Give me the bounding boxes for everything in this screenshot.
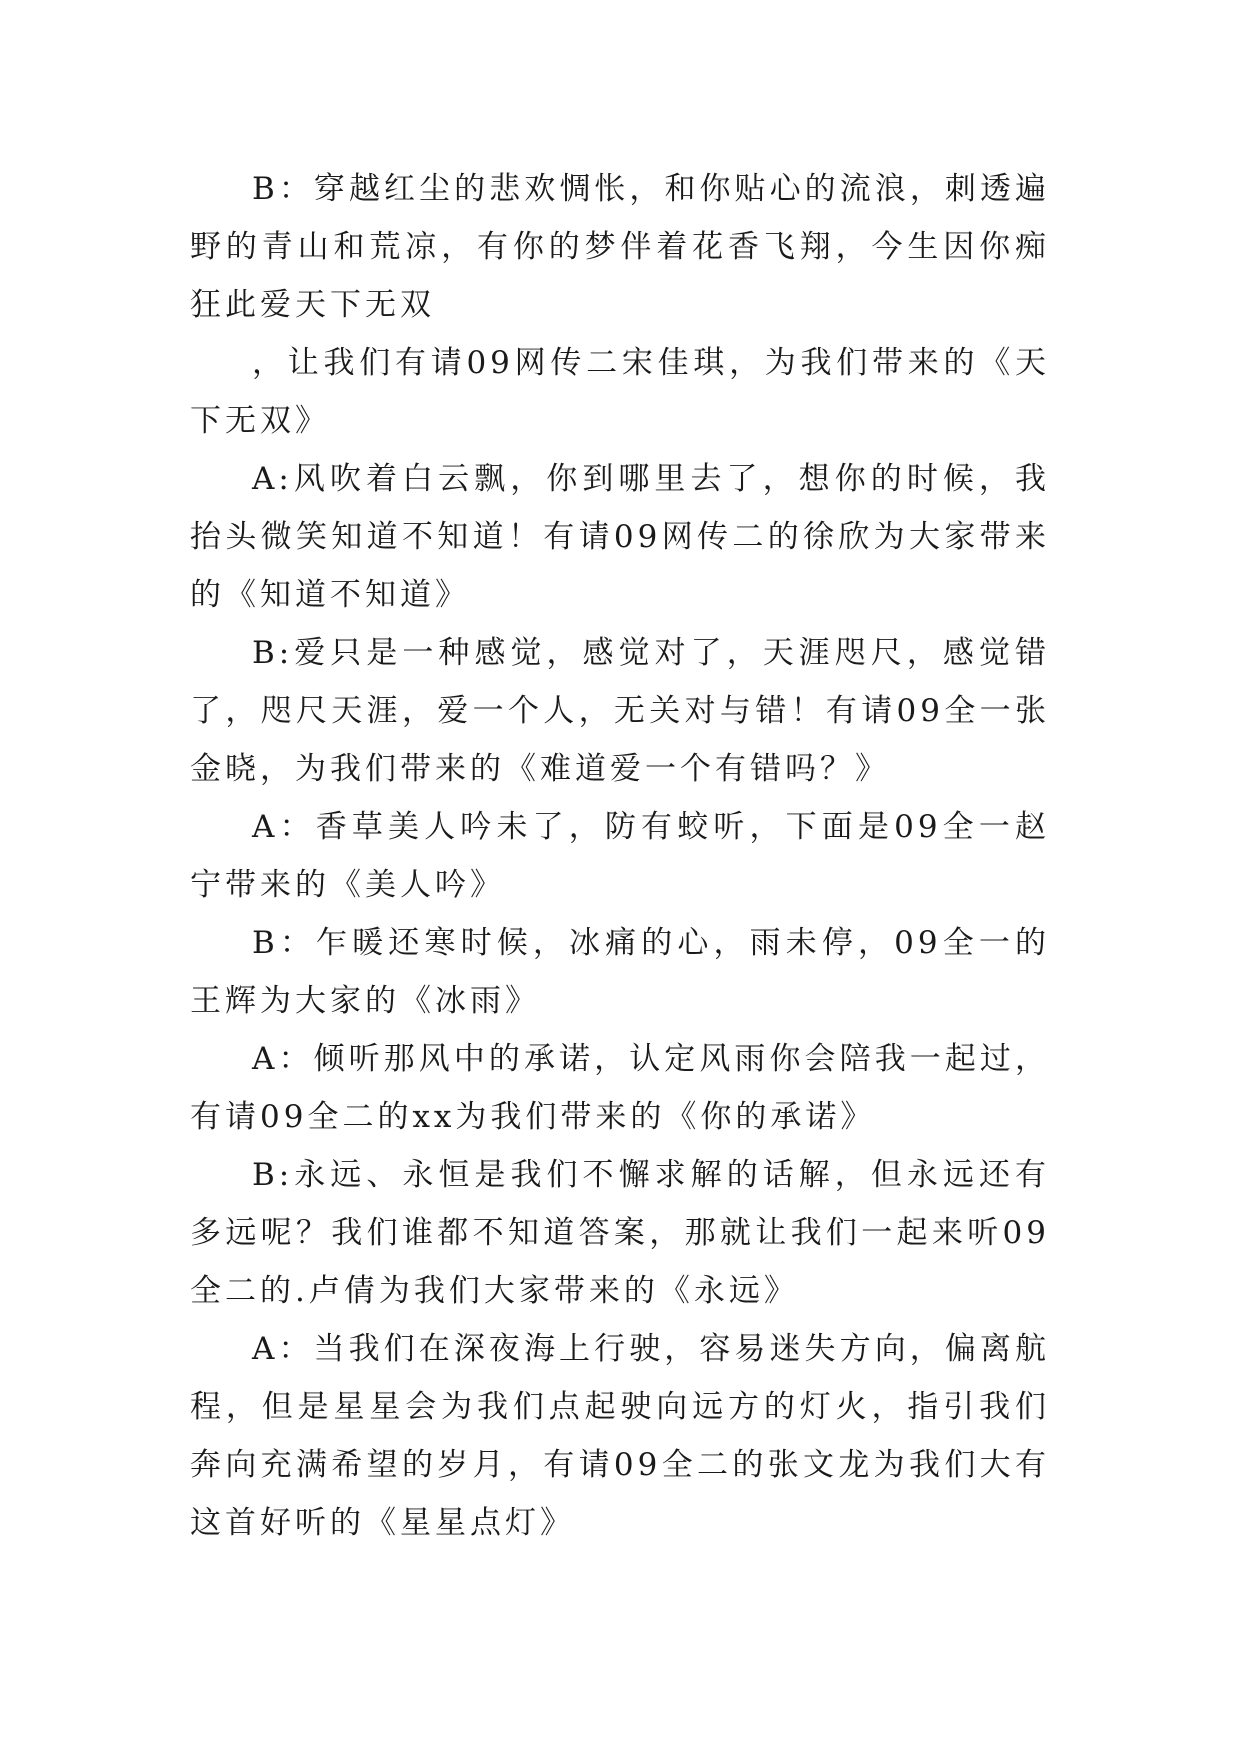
- paragraph-8: B:永远、永恒是我们不懈求解的话解，但永远还有多远呢？我们谁都不知道答案，那就让我们一起来听09全二的.卢倩为我们大家带来的《永远》: [190, 1157, 1050, 1309]
- paragraph-6: B：乍暖还寒时候，冰痛的心，雨未停，09全一的王辉为大家的《冰雨》: [190, 925, 1050, 1019]
- paragraph-3: A:风吹着白云飘，你到哪里去了，想你的时候，我抬头微笑知道不知道！有请09网传二的徐欣为大家带来的《知道不知道》: [190, 461, 1050, 613]
- paragraph-1: B：穿越红尘的悲欢惆怅，和你贴心的流浪，刺透遍野的青山和荒凉，有你的梦伴着花香飞翔，今生因你痴狂此爱天下无双: [190, 171, 1050, 323]
- paragraph-9: A：当我们在深夜海上行驶，容易迷失方向，偏离航程，但是星星会为我们点起驶向远方的灯火，指引我们奔向充满希望的岁月，有请09全二的张文龙为我们大有这首好听的《星星点灯》: [190, 1331, 1050, 1541]
- paragraph-7: A：倾听那风中的承诺，认定风雨你会陪我一起过，有请09全二的xx为我们带来的《你的承诺》: [190, 1041, 1050, 1135]
- paragraph-4: B:爱只是一种感觉，感觉对了，天涯咫尺，感觉错了，咫尺天涯，爱一个人，无关对与错！有请09全一张金晓，为我们带来的《难道爱一个有错吗？》: [190, 635, 1050, 787]
- paragraph-2: ，让我们有请09网传二宋佳琪，为我们带来的《天下无双》: [190, 345, 1050, 439]
- document-body: [190, 160, 1050, 1552]
- paragraph-5: A：香草美人吟未了，防有蛟听，下面是09全一赵宁带来的《美人吟》: [190, 809, 1050, 903]
